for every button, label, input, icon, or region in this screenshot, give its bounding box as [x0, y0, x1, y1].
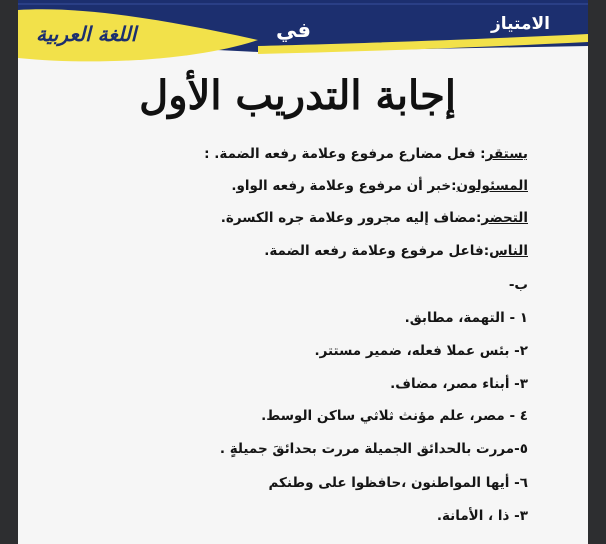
answer-key: يستقر [485, 146, 528, 162]
section-b-label: ب- [508, 277, 528, 293]
answer-line-2 [231, 178, 528, 194]
answer-text: : فعل مضارع مرفوع وعلامة رفعه الضمة. : [204, 146, 486, 162]
answer-line-3 [221, 210, 528, 226]
list-item: ٥-مررت بالحدائق الجميلة مررت بحدائقَ جميلةٍ . [219, 441, 528, 457]
answer-text: :مضاف إليه مجرور وعلامة جره الكسرة. [220, 210, 482, 226]
answer-key: الناس [489, 243, 528, 259]
photo-edge-right [588, 0, 606, 544]
banner-fi-text: في [276, 18, 311, 42]
answer-text: :فاعل مرفوع وعلامة رفعه الضمة. [264, 243, 490, 259]
list-item: ١ - التهمة، مطابق. [404, 310, 528, 326]
answer-line-4 [264, 243, 528, 259]
answer-key: التحضر [481, 210, 528, 226]
list-item: ٢- بئس عملا فعله، ضمير مستتر. [314, 343, 528, 359]
answer-key: المسئولون [456, 178, 528, 194]
banner-imtiaz-text: الامتياز [490, 14, 550, 34]
photo-edge-left [0, 0, 18, 544]
list-item: ٣- ذا ، الأمانة. [436, 508, 528, 524]
answer-text: :خبر أن مرفوع وعلامة رفعه الواو. [231, 178, 457, 194]
worksheet-page [18, 0, 588, 544]
list-item: ٦- أيها المواطنون ،حافظوا على وطنكم [268, 475, 528, 491]
brand-logo-text: اللغة العربية [36, 22, 137, 46]
page-title: إجابة التدريب الأول [139, 72, 456, 119]
list-item: ٣- أبناء مصر، مضاف. [390, 376, 528, 392]
list-item: ٤ - مصر، علم مؤنث ثلاثي ساكن الوسط. [261, 408, 528, 424]
answer-line-1 [204, 146, 528, 162]
header-banner [18, 0, 588, 64]
